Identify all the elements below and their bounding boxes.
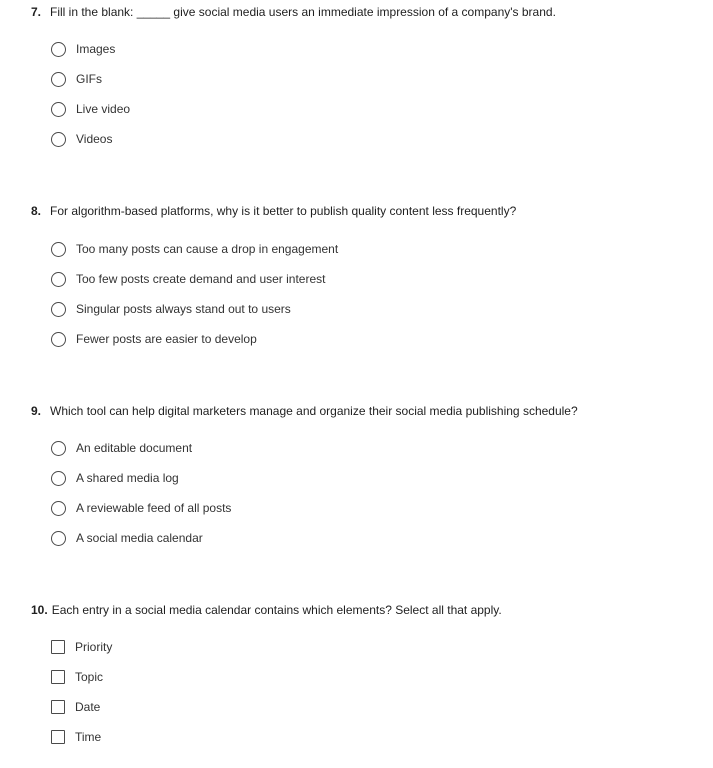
option-date[interactable] <box>51 697 100 717</box>
question-number: 9. <box>31 404 42 418</box>
option-gifs[interactable] <box>51 69 102 89</box>
question-number: 7. <box>31 5 42 19</box>
option-label: Date <box>75 700 101 714</box>
checkbox[interactable] <box>51 730 65 744</box>
option-images[interactable] <box>51 39 115 59</box>
option-videos[interactable] <box>51 129 112 149</box>
option-label: A shared media log <box>76 471 179 485</box>
question-number: 8. <box>31 204 42 218</box>
option-label: Priority <box>75 640 113 654</box>
question-9-prompt <box>31 403 578 419</box>
question-8-prompt <box>31 203 516 219</box>
radio-button[interactable] <box>51 501 66 516</box>
option-live-video[interactable] <box>51 99 130 119</box>
question-7-prompt <box>31 4 556 20</box>
option-label: Videos <box>76 132 113 146</box>
option-shared-media-log[interactable] <box>51 468 179 488</box>
option-time[interactable] <box>51 727 101 747</box>
option-priority[interactable] <box>51 637 112 657</box>
radio-button[interactable] <box>51 441 66 456</box>
radio-button[interactable] <box>51 332 66 347</box>
radio-button[interactable] <box>51 102 66 117</box>
checkbox[interactable] <box>51 670 65 684</box>
radio-button[interactable] <box>51 471 66 486</box>
option-topic[interactable] <box>51 667 103 687</box>
option-editable-document[interactable] <box>51 438 192 458</box>
question-text: Fill in the blank: _____ give social media users an immediate impression of a company's brand. <box>50 5 556 19</box>
question-text: For algorithm-based platforms, why is it better to publish quality content less frequently? <box>50 204 517 218</box>
radio-button[interactable] <box>51 531 66 546</box>
checkbox[interactable] <box>51 640 65 654</box>
radio-button[interactable] <box>51 272 66 287</box>
option-label: Time <box>75 730 102 744</box>
question-number: 10. <box>31 603 48 617</box>
option-label: Too few posts create demand and user interest <box>76 272 326 286</box>
option-too-few-posts[interactable] <box>51 269 325 289</box>
option-label: Singular posts always stand out to users <box>76 302 291 316</box>
option-label: A reviewable feed of all posts <box>76 501 232 515</box>
radio-button[interactable] <box>51 42 66 57</box>
question-10-prompt <box>31 602 502 618</box>
option-social-media-calendar[interactable] <box>51 528 203 548</box>
option-fewer-posts[interactable] <box>51 329 257 349</box>
radio-button[interactable] <box>51 242 66 257</box>
question-text: Which tool can help digital marketers manage and organize their social media publishing schedule? <box>50 404 578 418</box>
option-label: Too many posts can cause a drop in engagement <box>76 242 339 256</box>
option-label: GIFs <box>76 72 102 86</box>
option-label: An editable document <box>76 441 193 455</box>
option-singular-posts[interactable] <box>51 299 291 319</box>
option-label: Fewer posts are easier to develop <box>76 332 257 346</box>
checkbox[interactable] <box>51 700 65 714</box>
option-label: Live video <box>76 102 131 116</box>
radio-button[interactable] <box>51 132 66 147</box>
question-text: Each entry in a social media calendar contains which elements? Select all that apply. <box>51 603 502 617</box>
option-reviewable-feed[interactable] <box>51 498 231 518</box>
option-label: A social media calendar <box>76 531 203 545</box>
radio-button[interactable] <box>51 72 66 87</box>
option-label: Topic <box>75 670 104 684</box>
option-label: Images <box>76 42 116 56</box>
option-too-many-posts[interactable] <box>51 239 338 259</box>
radio-button[interactable] <box>51 302 66 317</box>
